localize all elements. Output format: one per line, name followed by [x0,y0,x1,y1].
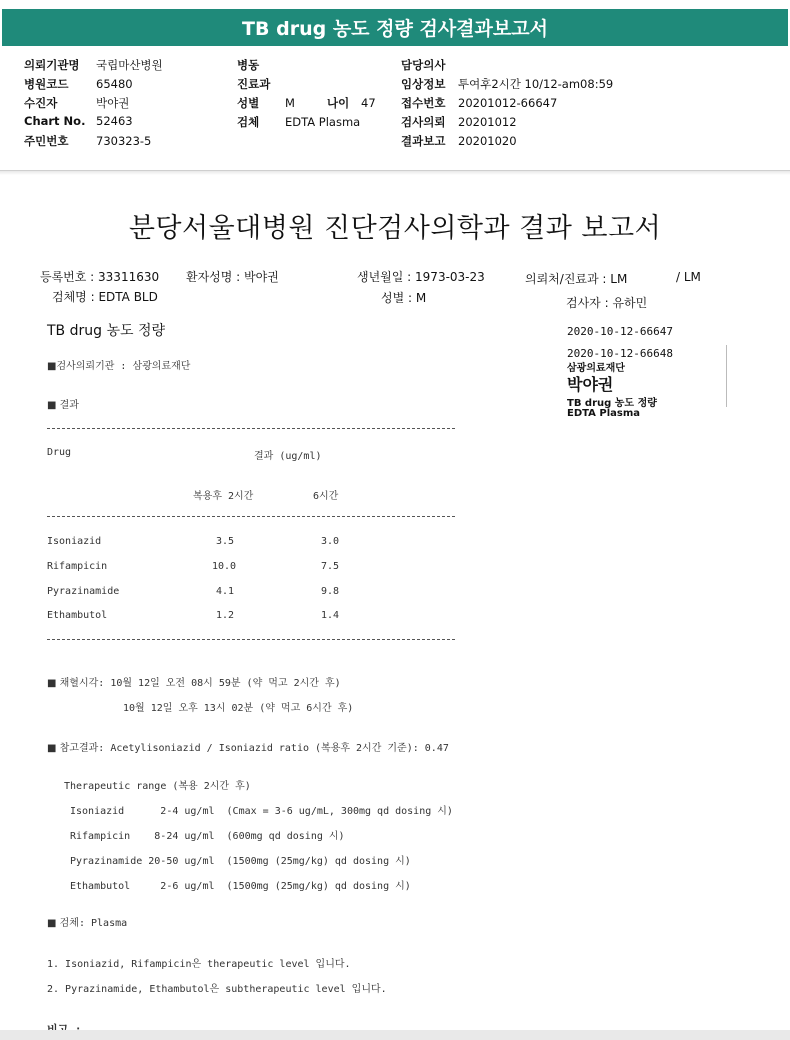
header-value: 박야권 [96,96,130,110]
col-drug: Drug [47,447,72,458]
requester-dept: / LM [676,270,701,284]
patient-name: 환자성명 : 박야권 [186,270,279,284]
note-2: 2. Pyrazinamide, Ethambutol은 subtherapeutic level 입니다. [47,984,387,995]
table-mid-rule [47,516,455,517]
header-label: 진료과 [237,77,271,91]
header-label: 검체 [237,115,260,129]
header-label: 담당의사 [401,58,446,72]
value-2h: 1.2 [216,610,235,621]
request-institution-text: 검사의뢰기관 : 삼광의료재단 [56,361,191,372]
therapeutic-line: Rifampicin 8-24 ug/ml (600mg qd dosing 시) [70,831,345,842]
report-title: 분당서울대병원 진단검사의학과 결과 보고서 [128,213,662,244]
header-value: 47 [361,96,376,110]
header-value: 730323-5 [96,134,152,148]
header-label: 병원코드 [24,77,69,91]
header-label: 나이 [327,96,350,110]
specimen-note [47,914,127,929]
side-label-no2: 2020-10-12-66648 [567,347,673,360]
header-shadow [0,171,790,175]
value-2h: 4.1 [216,586,235,597]
square-bullet-icon: ■ [47,918,60,929]
value-2h: 3.5 [216,536,235,547]
tester: 검사자 : 유하민 [566,296,648,310]
side-label-no1: 2020-10-12-66647 [567,325,673,338]
drug-name: Pyrazinamide [47,586,120,597]
sampling-time-1 [47,674,341,689]
result-header [47,396,79,411]
header-label: 의뢰기관명 [24,58,80,72]
side-label-specimen: EDTA Plasma [567,408,641,419]
drug-name: Isoniazid [47,536,102,547]
header-value: 투여후2시간 10/12-am08:59 [458,77,614,91]
sampling-time-2: 10월 12일 오후 13시 02분 (약 먹고 6시간 후) [123,703,354,714]
square-bullet-icon: ■ [47,678,60,689]
side-label-org: 삼광의료재단 [567,363,625,374]
header-col2 [237,57,376,133]
value-6h: 9.8 [321,586,340,597]
header-label: 주민번호 [24,134,69,148]
sex: 성별 : M [381,291,427,305]
value-2h: 10.0 [212,561,237,572]
specimen-name: 검체명 : EDTA BLD [52,290,158,304]
header-label: Chart No. [24,114,86,128]
value-6h: 7.5 [321,561,340,572]
side-label-test: TB drug 농도 정량 [567,398,657,409]
report-banner-title: TB drug 농도 정량 검사결과보고서 [2,9,788,46]
header-col3 [401,57,613,152]
header-label: 검사의뢰 [401,115,446,129]
value-6h: 3.0 [321,536,340,547]
request-institution [47,357,190,372]
header-value: 20201020 [458,134,517,148]
table-bottom-rule [47,639,455,640]
birth-date: 생년월일 : 1973-03-23 [357,270,485,284]
header-value: 20201012-66647 [458,96,558,110]
specimen-note-text: 검체: Plasma [59,918,128,929]
drug-name: Ethambutol [47,610,108,621]
header-label: 성별 [237,96,260,110]
header-value: EDTA Plasma [285,115,361,129]
requester: 의뢰처/진료과 : LM [525,272,628,286]
side-label-name: 박야권 [567,375,614,394]
header-value: M [285,96,295,110]
drug-name: Rifampicin [47,561,108,572]
reference-result-text: 참고결과: Acetylisoniazid / Isoniazid ratio (복용후 2시간 기준): 0.47 [59,743,449,754]
result-header-text: 결과 [59,400,79,411]
col-result: 결과 (ug/ml) [254,451,322,462]
col-6h: 6시간 [313,491,339,502]
header-label: 수진자 [24,96,58,110]
square-bullet-icon: ■ [47,361,57,372]
note-1: 1. Isoniazid, Rifampicin은 therapeutic level 입니다. [47,959,351,970]
therapeutic-title: Therapeutic range (복용 2시간 후) [64,781,251,792]
header-label: 병동 [237,58,260,72]
header-label: 접수번호 [401,96,446,110]
value-6h: 1.4 [321,610,340,621]
reg-no: 등록번호 : 33311630 [40,270,160,284]
header-label: 임상정보 [401,77,446,91]
therapeutic-line: Ethambutol 2-6 ug/ml (1500mg (25mg/kg) qd dosing 시) [70,881,411,892]
sampling-time-1-text: 채혈시각: 10월 12일 오전 08시 59분 (약 먹고 2시간 후) [59,678,341,689]
side-label-edge [726,345,727,407]
square-bullet-icon: ■ [47,743,60,754]
header-value: 52463 [96,114,133,128]
header-value: 20201012 [458,115,517,129]
header-value: 65480 [96,77,133,91]
therapeutic-line: Pyrazinamide 20-50 ug/ml (1500mg (25mg/kg) qd dosing 시) [70,856,411,867]
header-label: 결과보고 [401,134,446,148]
section-title: TB drug 농도 정량 [47,323,166,339]
therapeutic-line: Isoniazid 2-4 ug/ml (Cmax = 3-6 ug/mL, 300mg qd dosing 시) [70,806,453,817]
header-value: 국립마산병원 [96,58,163,72]
bottom-bar [0,1030,790,1040]
square-bullet-icon: ■ [47,400,60,411]
reference-result [47,739,449,754]
table-top-rule [47,428,455,429]
col-2h: 복용후 2시간 [193,491,254,502]
header-col1 [24,57,163,152]
